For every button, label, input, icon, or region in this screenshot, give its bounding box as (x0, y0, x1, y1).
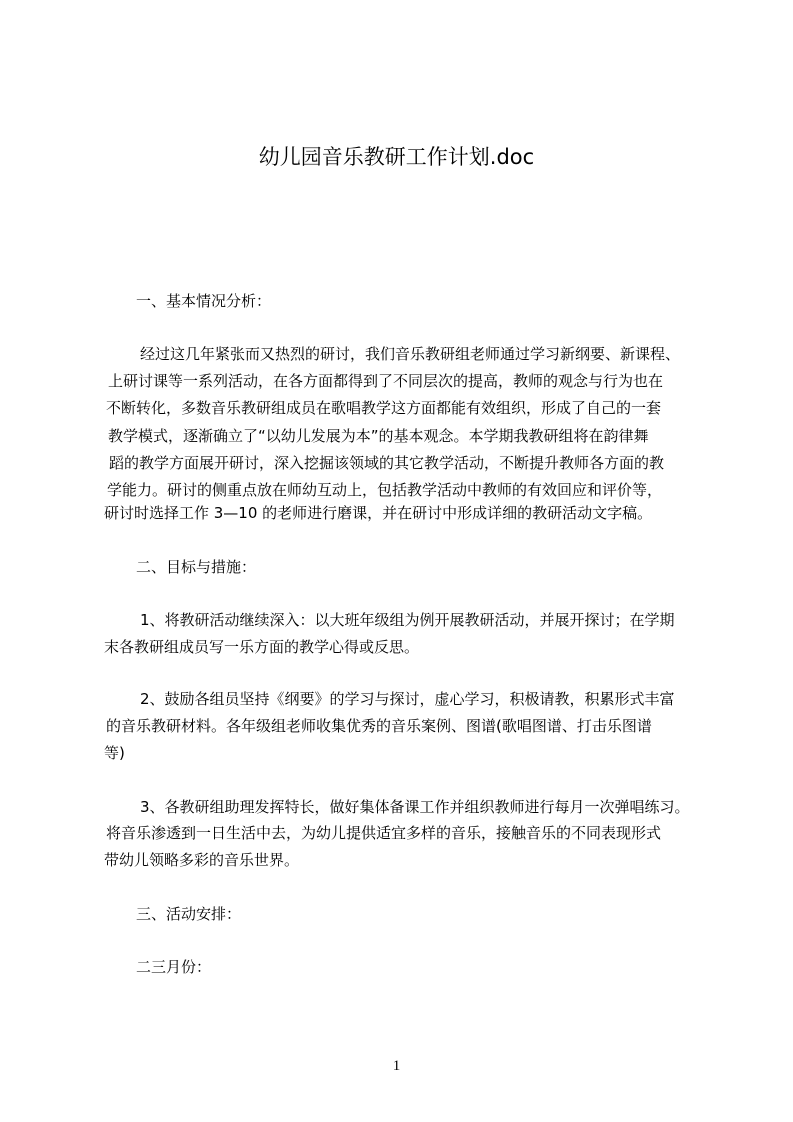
month-heading: 二三月份： (136, 958, 212, 976)
section-heading-activity-schedule: 三、活动安排： (136, 905, 242, 923)
section-heading-goals-measures: 二、目标与措施： (136, 558, 257, 576)
paragraph-line: 教学模式，逐渐确立了“以幼儿发展为本”的基本观念。本学期我教研组将在韵律舞 (108, 427, 649, 445)
list-item-line: 将音乐渗透到一日生活中去，为幼儿提供适宜多样的音乐，接触音乐的不同表现形式 (106, 824, 662, 842)
list-item-line: 3、各教研组助理发挥特长，做好集体备课工作并组织教师进行每月一次弹唱练习。 (140, 798, 690, 816)
section-heading-basic-analysis: 一、基本情况分析： (136, 292, 272, 310)
list-item-line: 等) (104, 744, 125, 762)
list-item-line: 1、将教研活动继续深入：以大班年级组为例开展教研活动，并展开探讨；在学期 (140, 611, 675, 629)
paragraph-line: 不断转化，多数音乐教研组成员在歌唱教学这方面都能有效组织，形成了自己的一套 (106, 399, 662, 417)
list-item-line: 末各教研组成员写一乐方面的教学心得或反思。 (104, 638, 420, 656)
list-item-line: 的音乐教研材料。各年级组老师收集优秀的音乐案例、图谱(歌唱图谱、打击乐图谱 (106, 717, 652, 735)
list-item-line: 2、鼓励各组员坚持《纲要》的学习与探讨，虚心学习，积极请教，积累形式丰富 (140, 690, 675, 708)
list-item-line: 带幼儿领略多彩的音乐世界。 (104, 851, 300, 869)
paragraph-line: 研讨时选择工作 3—10 的老师进行磨课，并在研讨中形成详细的教研活动文字稿。 (104, 504, 653, 522)
document-title: 幼儿园音乐教研工作计划.doc (258, 145, 535, 169)
paragraph-line: 上研讨课等一系列活动，在各方面都得到了不同层次的提高，教师的观念与行为也在 (108, 372, 664, 390)
paragraph-line: 经过这几年紧张而又热烈的研讨，我们音乐教研组老师通过学习新纲要、新课程、 (140, 345, 681, 363)
paragraph-line: 学能力。研讨的侧重点放在师幼互动上，包括教学活动中教师的有效回应和评价等， (107, 481, 663, 499)
page-number: 1 (392, 1058, 401, 1074)
paragraph-line: 蹈的教学方面展开研讨，深入挖掘该领域的其它教学活动，不断提升教师各方面的教 (109, 454, 665, 472)
